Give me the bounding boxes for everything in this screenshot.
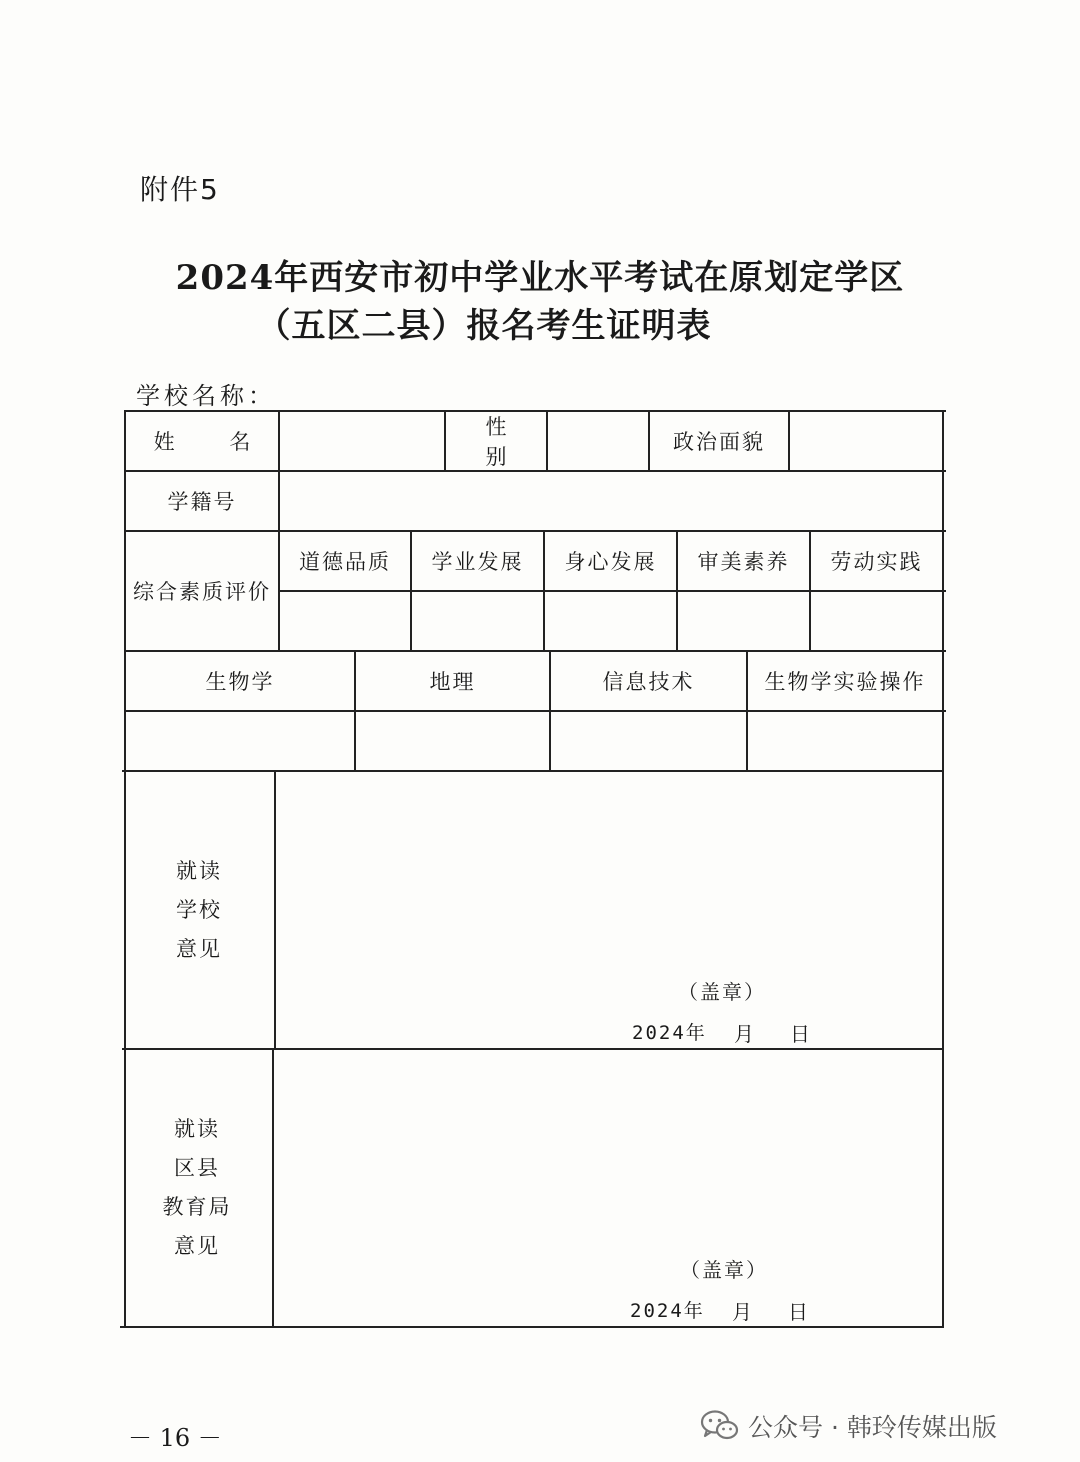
political-status-field[interactable] — [790, 412, 942, 470]
school-opinion-label-line: 意见 — [176, 936, 222, 961]
evaluation-header-labor: 劳动实践 — [830, 550, 923, 574]
attachment-label: 附件5 — [140, 173, 220, 206]
district-date-year: 2024年 — [630, 1300, 705, 1322]
evaluation-header-physical-mental: 身心发展 — [564, 550, 657, 574]
subject-header-it: 信息技术 — [602, 670, 695, 694]
school-opinion-label — [126, 850, 272, 970]
name-label: 姓 名 — [153, 430, 275, 454]
subject-field-it[interactable] — [551, 712, 746, 770]
evaluation-header-aesthetic: 审美素养 — [697, 550, 790, 574]
watermark-text: 公众号 · 韩玲传媒出版 — [748, 1413, 997, 1442]
school-opinion-label-line: 学校 — [176, 897, 222, 922]
page-number: － 16 － — [128, 1424, 222, 1452]
evaluation-field-academic[interactable] — [412, 592, 543, 650]
subject-header-biology: 生物学 — [205, 670, 275, 694]
district-opinion-label-line: 区县 — [174, 1156, 220, 1180]
evaluation-field-physical-mental[interactable] — [545, 592, 676, 650]
district-opinion-label-line: 意见 — [174, 1234, 220, 1258]
school-date-year: 2024年 — [632, 1022, 707, 1044]
district-opinion-field[interactable] — [274, 1050, 942, 1240]
table-border-bottom — [120, 1326, 942, 1328]
evaluation-field-moral[interactable] — [280, 592, 410, 650]
district-seal-label: （盖章） — [680, 1258, 768, 1282]
student-id-label: 学籍号 — [167, 490, 237, 514]
school-opinion-field[interactable] — [276, 772, 942, 962]
name-field[interactable] — [280, 412, 444, 470]
document-title-line2: （五区二县）报名考生证明表 — [256, 306, 712, 346]
evaluation-header-moral: 道德品质 — [299, 550, 391, 574]
district-date-day: 日 — [788, 1300, 810, 1324]
subject-header-geography: 地理 — [429, 670, 476, 694]
district-opinion-label — [124, 1108, 270, 1268]
district-opinion-label-line: 教育局 — [162, 1195, 232, 1219]
gender-label: 性 别 — [485, 415, 531, 469]
table-border-right — [942, 410, 944, 1328]
school-date-month: 月 — [734, 1022, 756, 1046]
gender-field[interactable] — [548, 412, 648, 470]
document-title-line1: 2024年西安市初中学业水平考试在原划定学区 — [175, 258, 905, 298]
subject-header-biology-lab: 生物学实验操作 — [764, 670, 926, 694]
subject-field-geography[interactable] — [356, 712, 549, 770]
watermark — [700, 1404, 997, 1448]
school-date-day: 日 — [790, 1022, 812, 1046]
school-seal-label: （盖章） — [678, 980, 766, 1004]
evaluation-label: 综合素质评价 — [133, 580, 271, 604]
student-id-field[interactable] — [280, 472, 942, 530]
wechat-icon — [700, 1409, 740, 1443]
district-opinion-label-line: 就读 — [174, 1117, 220, 1141]
evaluation-field-aesthetic[interactable] — [678, 592, 809, 650]
subject-field-biology-lab[interactable] — [748, 712, 942, 770]
evaluation-header-academic: 学业发展 — [431, 550, 524, 574]
political-status-label: 政治面貌 — [673, 430, 765, 454]
district-date-month: 月 — [732, 1300, 754, 1324]
school-opinion-label-line: 就读 — [176, 858, 222, 883]
school-name-label: 学校名称： — [136, 382, 276, 410]
evaluation-field-labor[interactable] — [811, 592, 942, 650]
subject-field-biology[interactable] — [126, 712, 354, 770]
